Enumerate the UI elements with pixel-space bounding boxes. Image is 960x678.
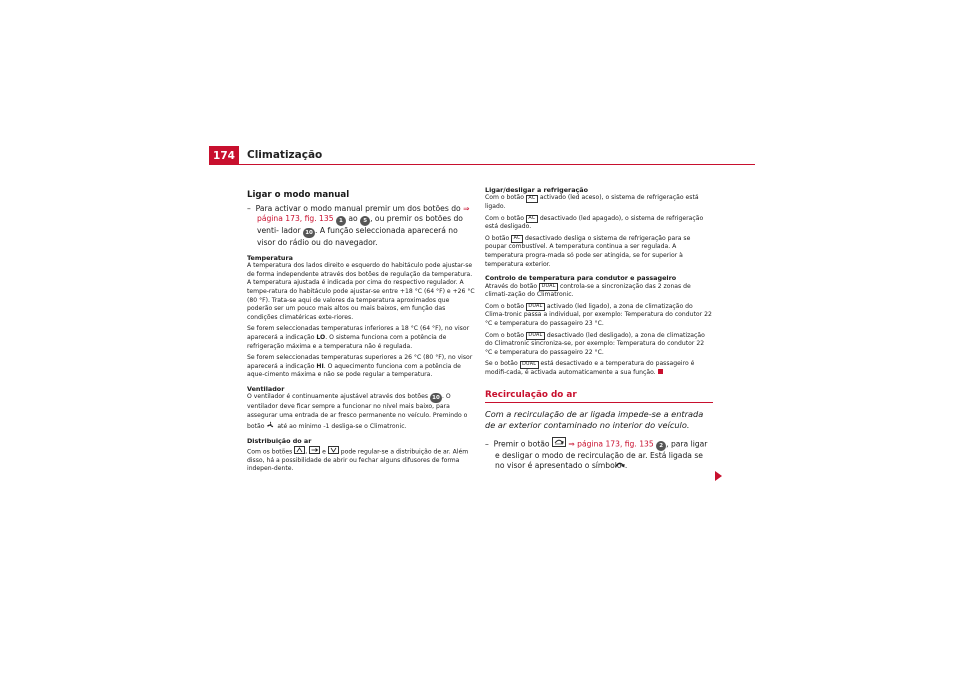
- subheading-temperature: Temperatura: [247, 253, 293, 262]
- fan-icon: [266, 421, 275, 433]
- subheading-cooling: Ligar/desligar a refrigeração: [485, 186, 589, 194]
- paragraph: A temperatura dos lados direito e esquerdo do habitáculo pode ajustar-se de forma independente através dos botões de regulação da temperatura. A temperatura ajustada é indicada por cima do respectivo regulador. A tempe-ratura do habitáculo pode ajustar-se entre +18 °C (64 °F) e +26 °C (80 °F). Trata-se aqui de valores da temperatura aproximados que poderão ser um pouco mais altos ou mais baixos, em função das condições climatéricas exte-riores.: [247, 262, 475, 321]
- paragraph: Com o botão AC desactivado (led apagado), o sistema de refrigeração está desligado.: [485, 214, 704, 231]
- right-column: [485, 186, 713, 473]
- dual-button-label: DUAL: [539, 283, 558, 291]
- intro-text: Com a recirculação de ar ligada impede-se a entrada de ar exterior contaminado no interior do veículo.: [485, 408, 704, 430]
- page-link[interactable]: ⇒ página 173, fig. 135: [568, 439, 654, 448]
- step-recirculation: – Premir o botão ⇒ página 173, fig. 135 2 , para ligar e desligar o modo de recirculação de ar. Está ligada se no visor é apresentado o símbolo .: [485, 437, 713, 473]
- paragraph: Com o botão DUAL desactivado (led desligado), a zona de climatização do Climatronic sincroniza-se, por exemplo: Temperatura do condutor 22 °C e temperatura do passageiro 22 °C.: [485, 331, 705, 356]
- dual-button-label: DUAL: [520, 361, 539, 369]
- paragraph: Se o botão DUAL está desactivado e a temperatura do passageiro é modifi-cada, é activada automaticamente a sua função.: [485, 360, 695, 376]
- paragraph: O botão AC desactivado desliga o sistema de refrigeração para se poupar combustível. A temperatura continua a ser regulada. A temperatura progra-mada só pode ser atingida, se for superior à temperatura exterior.: [485, 234, 691, 268]
- ac-button-label: AC: [511, 235, 523, 243]
- chapter-title: Climatização: [247, 149, 323, 161]
- ac-button-label: AC: [526, 215, 538, 223]
- paragraph: Com os botões , e pode regular-se a distribuição de ar. Além disso, há a possibilidade de abrir ou fechar alguns difusores de forma indepen-dente.: [247, 446, 475, 474]
- page-number: 174: [209, 146, 239, 164]
- air-down-icon: [328, 446, 339, 454]
- dual-button-label: DUAL: [526, 303, 545, 311]
- section-heading-recirculation: Recirculação do ar: [485, 390, 713, 403]
- left-column: [247, 180, 475, 477]
- callout-badge: 10: [303, 228, 315, 238]
- subheading-dual: Controlo de temperatura para condutor e passageiro: [485, 274, 677, 283]
- paragraph: Com o botão DUAL activado (led ligado), a zona de climatização do Clima-tronic passa a individual, por exemplo: Temperatura do condutor 22 °C e temperatura do passageiro 23 °C.: [485, 302, 712, 327]
- ac-button-label: AC: [526, 195, 538, 203]
- callout-badge: 1: [336, 216, 346, 226]
- callout-badge: 10: [430, 393, 442, 403]
- air-middle-icon: [309, 446, 320, 454]
- step-manual-mode: – Para activar o modo manual premir um dos botões do ⇒ página 173, fig. 135 1 ao 5 , ou premir os botões do venti- lador 10 . A função seleccionada aparecerá no visor do rádio ou do navegador.: [247, 204, 470, 248]
- paragraph: Se forem seleccionadas temperaturas superiores a 26 °C (80 °F), no visor aparecerá a indicação HI. O aquecimento funciona com a potência de aque-cimento máxima e não se pode regular a temperatura.: [247, 354, 473, 379]
- air-up-icon: [294, 446, 305, 454]
- page-link[interactable]: ⇒ página 173, fig. 135: [257, 204, 470, 224]
- subheading-fan: Ventilador: [247, 384, 285, 393]
- paragraph: Com o botão AC activado (led aceso), o sistema de refrigeração está ligado.: [485, 194, 699, 210]
- next-page-arrow-icon: [715, 471, 722, 481]
- callout-badge: 5: [360, 216, 370, 226]
- callout-badge: 2: [656, 441, 666, 451]
- paragraph: O ventilador é continuamente ajustável através dos botões 10 . O ventilador deve ficar sempre a funcionar no nível mais baixo, para assegurar uma entrada de ar fresco permanente no veículo. Premindo o botão até ao mínimo -1 desliga-se o Climatronic.: [247, 393, 475, 432]
- dual-button-label: DUAL: [526, 332, 545, 340]
- end-marker-icon: [658, 369, 663, 374]
- page-header: [209, 146, 755, 165]
- paragraph: Se forem seleccionadas temperaturas inferiores a 18 °C (64 °F), no visor aparecerá a indicação LO. O sistema funciona com a potência de refrigeração máxima e a temperatura não é regulada.: [247, 325, 470, 350]
- subheading-air-distribution: Distribuição do ar: [247, 437, 312, 446]
- paragraph: Através do botão DUAL controla-se a sincronização das 2 zonas de climati-zação do Climatronic.: [485, 282, 691, 299]
- recirculation-button-icon: [552, 437, 566, 447]
- section-heading-manual: Ligar o modo manual: [247, 190, 350, 200]
